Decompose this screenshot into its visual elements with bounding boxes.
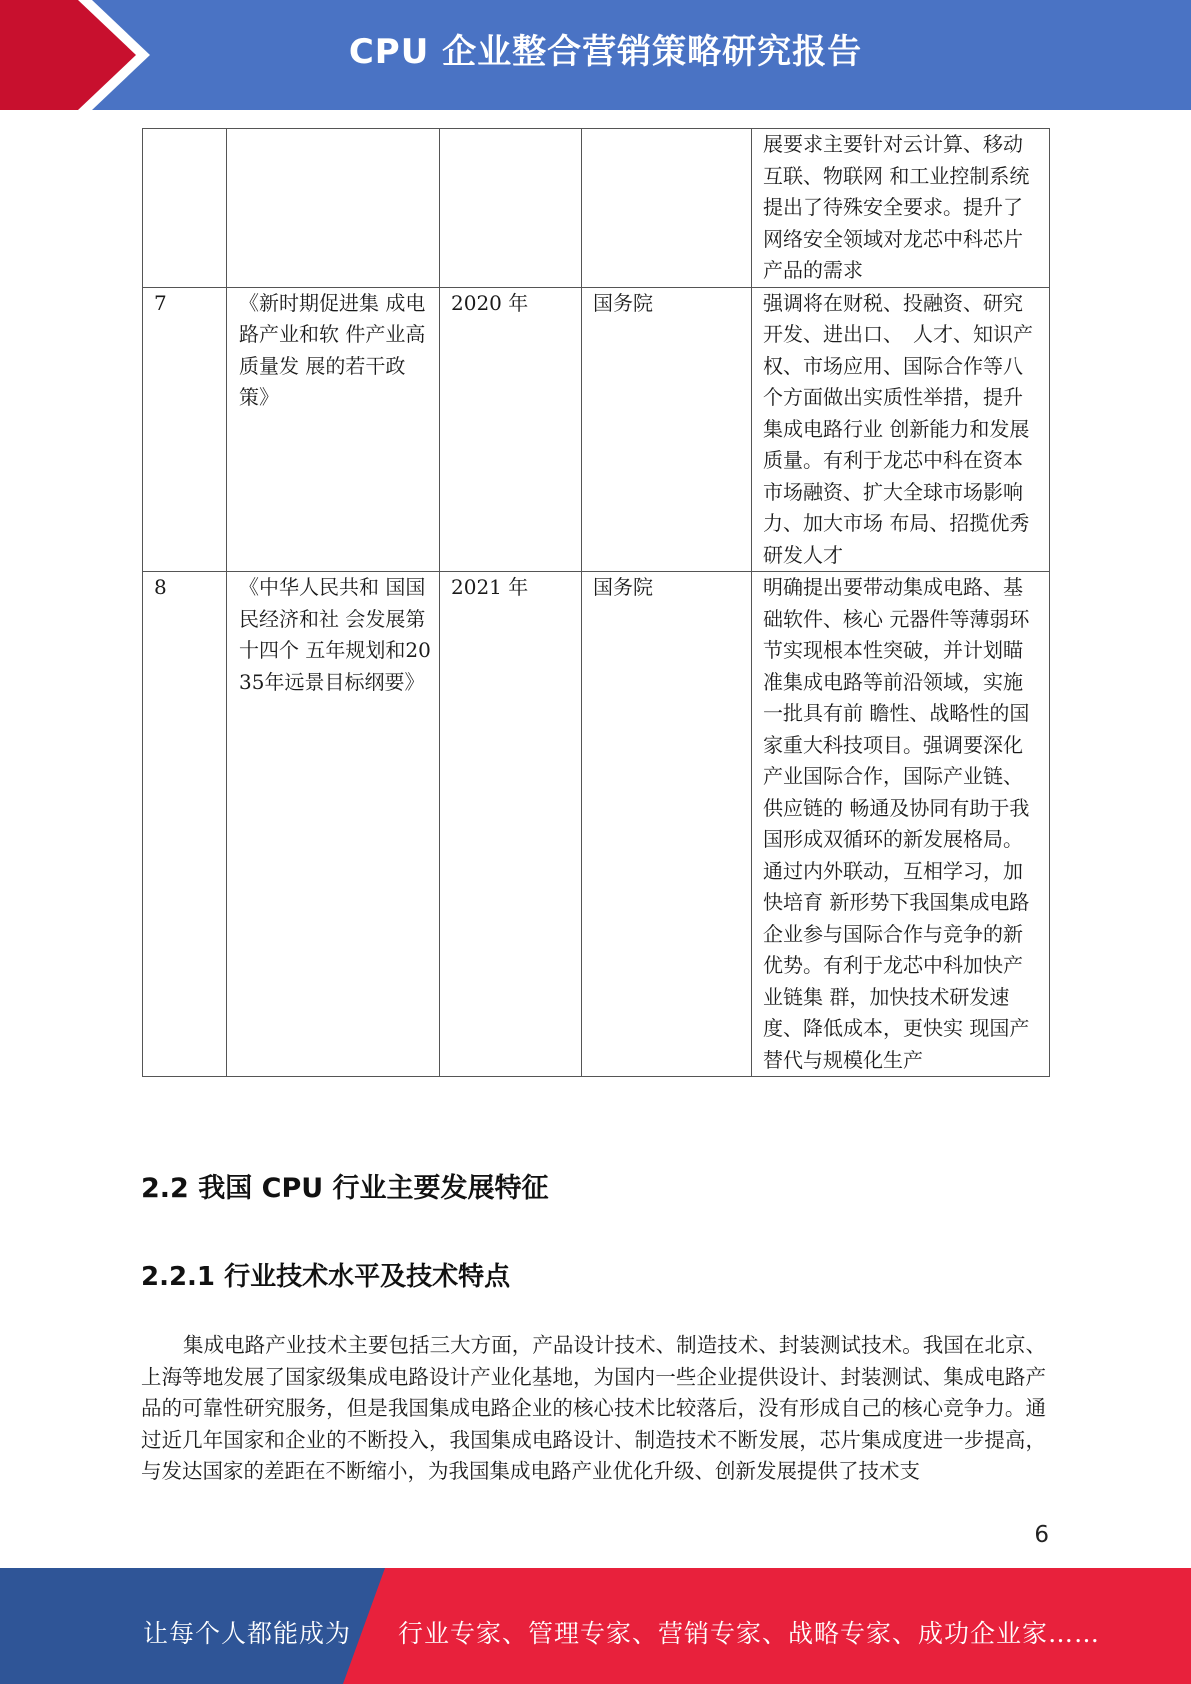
cell-no: 8	[143, 572, 227, 1077]
page-footer	[0, 1568, 1191, 1684]
cell-policy-name: 《中华人民共和 国国民经济和社 会发展第十四个 五年规划和2035年远景目标纲要》	[227, 572, 440, 1077]
page-header	[0, 0, 1191, 110]
cell-content: 明确提出要带动集成电路、基础软件、核心 元器件等薄弱环节实现根本性突破，并计划瞄准集成电路等前沿领域，实施一批具有前 瞻性、战略性的国家重大科技项目。强调要深化产业国际合作，国际产业链、供应链的 畅通及协同有助于我国形成双循环的新发展格局。通过内外联动，互相学习，加快培育 新形势下我国集成电路企业参与国际合作与竞争的新优势。有利于龙芯中科加快产业链集 群，加快技术研发速度、降低成本，更快实 现国产替代与规模化生产	[752, 572, 1050, 1077]
footer-slogan-right: 行业专家、管理专家、营销专家、战略专家、成功企业家……	[398, 1619, 1101, 1648]
cell-year: 2021 年	[440, 572, 582, 1077]
body-paragraph: 集成电路产业技术主要包括三大方面，产品设计技术、制造技术、封装测试技术。我国在北京、上海等地发展了国家级集成电路设计产业化基地，为国内一些企业提供设计、封装测试、集成电路产品的可靠性研究服务，但是我国集成电路企业的核心技术比较落后，没有形成自己的核心竞争力。通过近几年国家和企业的不断投入，我国集成电路设计、制造技术不断发展，芯片集成度进一步提高，与发达国家的差距在不断缩小，为我国集成电路产业优化升级、创新发展提供了技术支	[141, 1333, 1046, 1483]
cell-no	[143, 129, 227, 288]
policy-table	[142, 128, 1050, 1077]
cell-year	[440, 129, 582, 288]
cell-year: 2020 年	[440, 287, 582, 572]
table-row	[143, 572, 1050, 1077]
cell-dept: 国务院	[582, 287, 752, 572]
cell-content: 强调将在财税、投融资、研究开发、进出口、 人才、知识产权、市场应用、国际合作等八 个方面做出实质性举措，提升集成电路行业 创新能力和发展质量。有利于龙芯中科在资本 市场融资、扩大全球市场影响力、加大市场 布局、招揽优秀研发人才	[752, 287, 1050, 572]
cell-policy-name	[227, 129, 440, 288]
table-row	[143, 287, 1050, 572]
page-number: 6	[1034, 1522, 1049, 1548]
cell-dept	[582, 129, 752, 288]
cell-policy-name: 《新时期促进集 成电路产业和软 件产业高质量发 展的若干政策》	[227, 287, 440, 572]
cell-no: 7	[143, 287, 227, 572]
footer-slogan-left: 让每个人都能成为	[143, 1619, 352, 1648]
section-heading: 2.2 我国 CPU 行业主要发展特征	[141, 1173, 549, 1204]
table-row	[143, 129, 1050, 288]
subsection-heading: 2.2.1 行业技术水平及技术特点	[141, 1262, 511, 1292]
cell-dept: 国务院	[582, 572, 752, 1077]
cell-content: 展要求主要针对云计算、移动互联、物联网 和工业控制系统提出了待殊安全要求。提升了网络安全领域对龙芯中科芯片产品的需求	[752, 129, 1050, 288]
report-title: CPU 企业整合营销策略研究报告	[348, 32, 863, 72]
